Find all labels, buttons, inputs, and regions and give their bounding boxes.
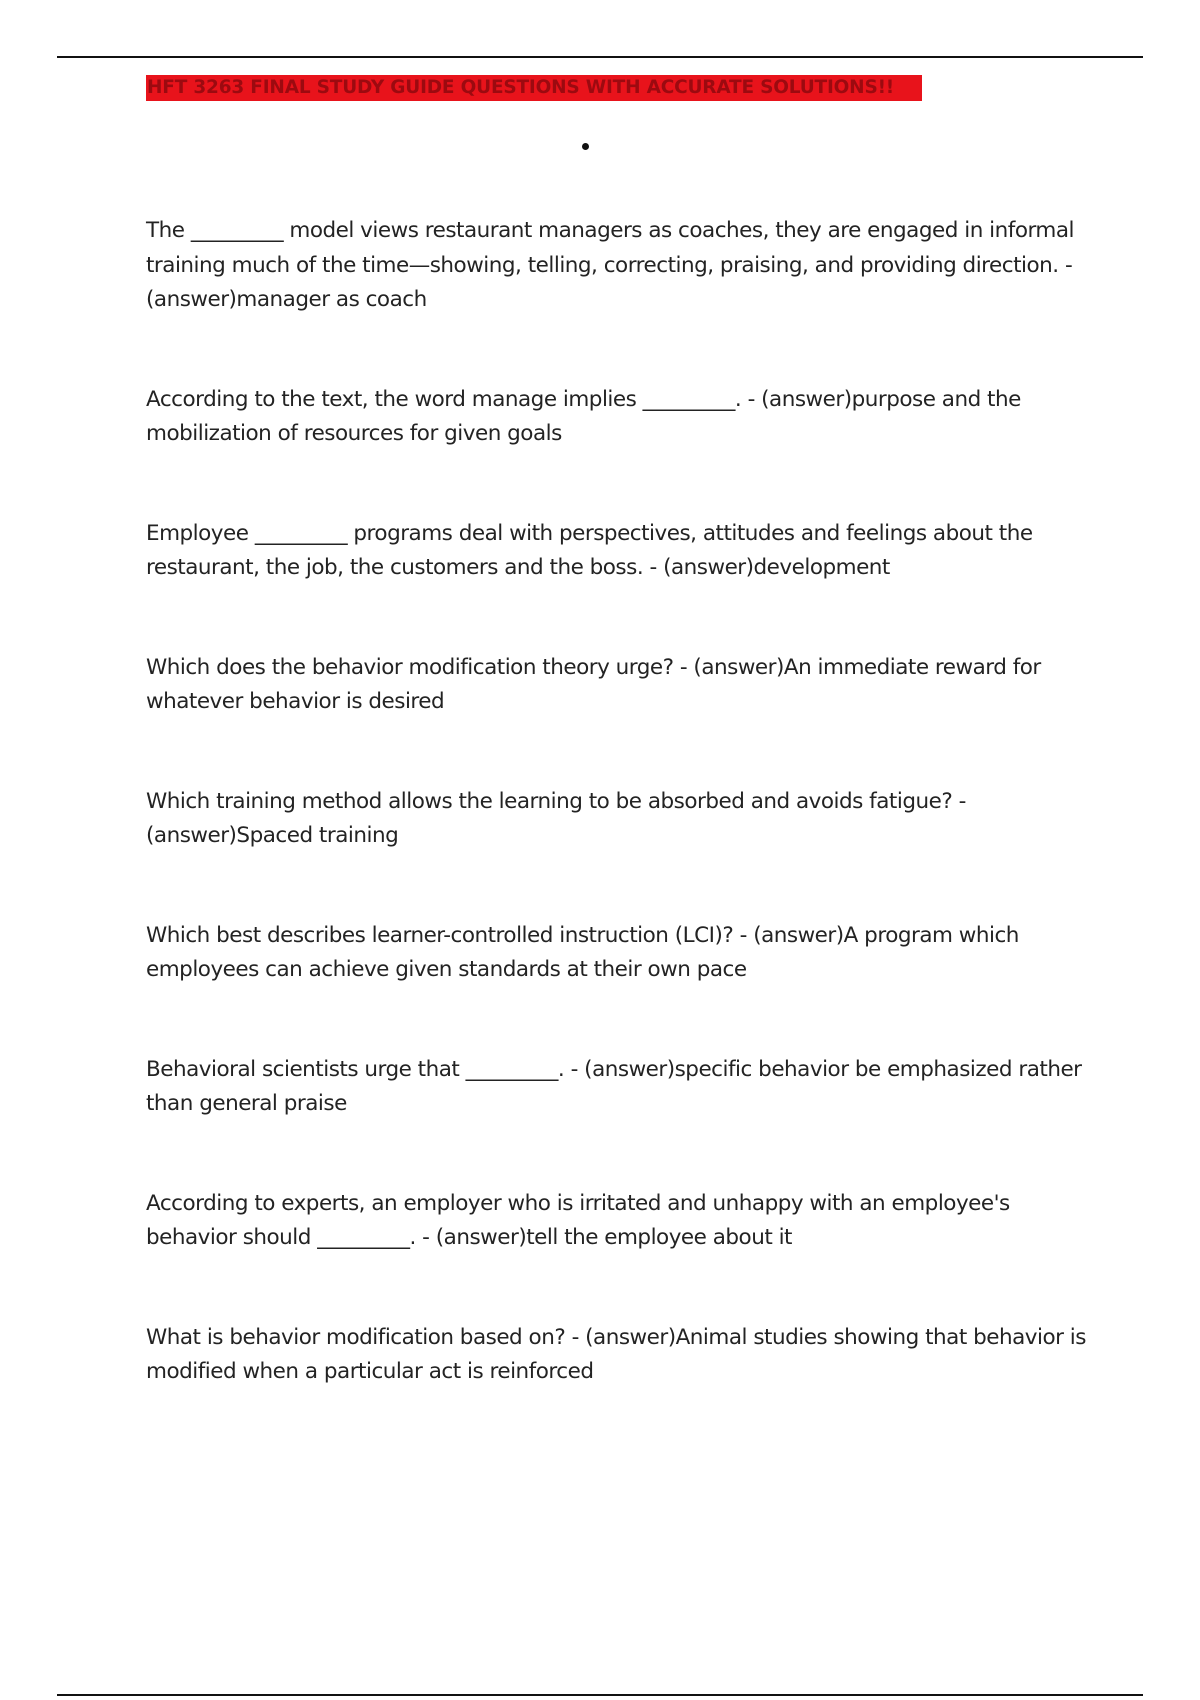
- bullet-point: [582, 143, 589, 150]
- question-item: Which training method allows the learning to be absorbed and avoids fatigue? - (answer)Spaced training: [146, 788, 966, 848]
- document-title: HFT 3263 FINAL STUDY GUIDE QUESTIONS WITH ACCURATE SOLUTIONS!!: [147, 77, 895, 98]
- question-item: Employee _________ programs deal with perspectives, attitudes and feelings about the restaurant, the job, the customers and the boss. - (answer)development: [146, 520, 1033, 580]
- question-item: Behavioral scientists urge that _________. - (answer)specific behavior be emphasized rather than general praise: [146, 1056, 1082, 1116]
- question-item: Which best describes learner-controlled instruction (LCI)? - (answer)A program which employees can achieve given standards at their own pace: [146, 922, 1019, 982]
- question-item: According to experts, an employer who is irritated and unhappy with an employee's behavior should _________. - (answer)tell the employee about it: [146, 1190, 1010, 1250]
- top-rule: [57, 56, 1143, 58]
- bottom-rule: [57, 1694, 1143, 1696]
- question-item: What is behavior modification based on? - (answer)Animal studies showing that behavior is modified when a particular act is reinforced: [146, 1324, 1086, 1384]
- document-title-highlight: [146, 75, 922, 101]
- question-list: [146, 214, 1106, 1455]
- question-item: According to the text, the word manage implies _________. - (answer)purpose and the mobilization of resources for given goals: [146, 386, 1021, 446]
- question-item: The _________ model views restaurant managers as coaches, they are engaged in informal training much of the time—showing, telling, correcting, praising, and providing direction. - (answer)manager as coach: [146, 218, 1075, 312]
- question-item: Which does the behavior modification theory urge? - (answer)An immediate reward for whatever behavior is desired: [146, 654, 1041, 714]
